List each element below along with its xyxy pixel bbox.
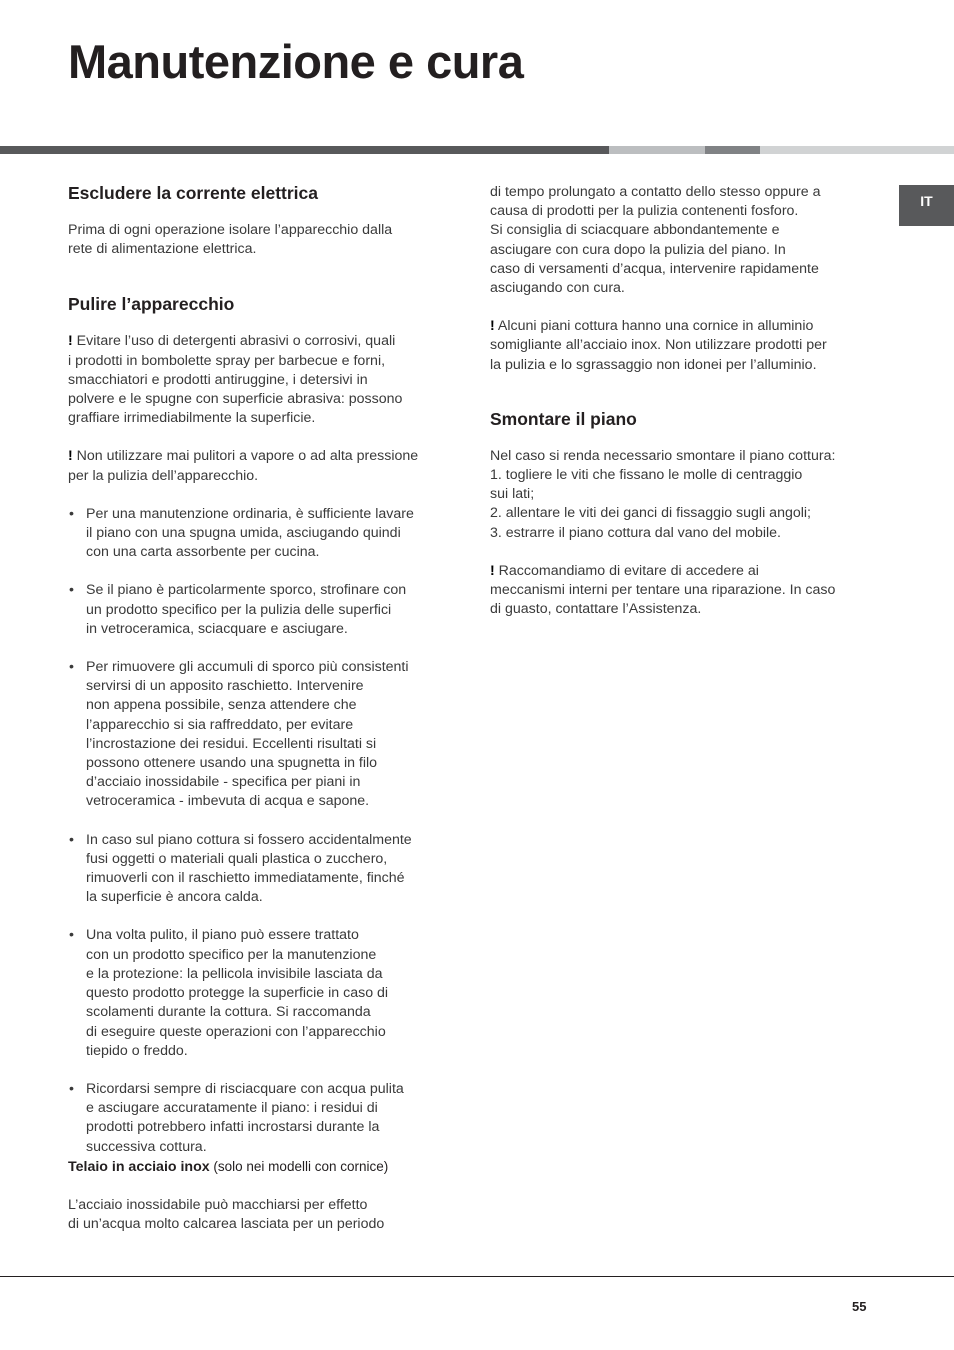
warning-mark: !: [490, 562, 495, 579]
list-item: • In caso sul piano cottura si fossero accidentalmente fusi oggetti o materiali quali plastica o zucchero, rimuoverli con il raschietto immediatamente, finché la superficie è ancora calda.: [68, 831, 453, 908]
left-column: [68, 182, 453, 1234]
disassembly-steps: Nel caso si renda necessario smontare il piano cottura: 1. togliere le viti che fissano le molle di centraggio sui lati; 2. allentare le viti dei ganci di fissaggio sugli angoli; 3. estrarre il piano cottura dal vano del mobile.: [490, 447, 836, 541]
list-item: • Una volta pulito, il piano può essere trattato con un prodotto specifico per la manutenzione e la protezione: la pellicola invisibile lasciata da questo prodotto protegge la superficie in caso di scolamenti durante la cottura. Si raccomanda di eseguire queste operazioni con l’apparecchio tiepido o freddo.: [68, 926, 453, 1060]
header-rule-mid: [705, 146, 760, 154]
steel-frame-heading: [68, 1157, 453, 1177]
assistance-warning: [490, 562, 880, 620]
header-rule-dark: [0, 146, 609, 154]
power-paragraph: Prima di ogni operazione isolare l’apparecchio dalla rete di alimentazione elettrica.: [68, 222, 393, 258]
header-rule-light: [609, 146, 705, 154]
list-item: • Per rimuovere gli accumuli di sporco più consistenti servirsi di un apposito raschietto. Intervenire non appena possibile, senza attendere che l’apparecchio si sia raffreddato, per evitare l’incrostazione dei residui. Eccellenti risultati si possono ottenere usando una spugnetta in filo d’acciaio inossidabile - specifica per piani in vetroceramica - imbevuta di acqua e sapone.: [68, 658, 453, 812]
aluminium-warning-text: Alcuni piani cottura hanno una cornice in alluminio somigliante all’acciaio inox. Non utilizzare prodotti per la pulizia e lo sgrassaggio non idonei per l’alluminio.: [490, 318, 827, 373]
steel-paragraph: L’acciaio inossidabile può macchiarsi per effetto di un’acqua molto calcarea lasciata per un periodo: [68, 1196, 385, 1233]
header-rule-pale: [760, 146, 954, 154]
section-heading-disassembly: Smontare il piano: [490, 408, 637, 429]
steel-paragraph-continued: di tempo prolungato a contatto dello stesso oppure a causa di prodotti per la pulizia contenenti fosforo. Si consiglia di sciacquare abbondantemente e asciugare con cura dopo la pulizia del piano. In caso di versamenti d’acqua, intervenire rapidamente asciugando con cura.: [490, 184, 821, 297]
language-tab: IT: [899, 185, 954, 226]
aluminium-warning: [490, 317, 880, 375]
cleaning-tips-list: [68, 505, 453, 1157]
section-heading-power: Escludere la corrente elettrica: [68, 183, 318, 203]
list-item: • Se il piano è particolarmente sporco, strofinare con un prodotto specifico per la pulizia delle superfici in vetroceramica, sciacquare e asciugare.: [68, 581, 453, 639]
steel-frame-title: Telaio in acciaio inox: [68, 1158, 210, 1175]
assistance-warning-text: Raccomandiamo di evitare di accedere ai meccanismi interni per tentare una riparazione. In caso di guasto, contattare l’Assistenza.: [490, 562, 836, 618]
section-heading-cleaning: Pulire l’apparecchio: [68, 294, 235, 315]
list-item: • Per una manutenzione ordinaria, è sufficiente lavare il piano con una spugna umida, asciugando quindi con una carta assorbente per cucina.: [68, 505, 453, 563]
warning-mark: !: [490, 318, 495, 335]
page-title: Manutenzione e cura: [68, 35, 524, 88]
steel-frame-note: (solo nei modelli con cornice): [209, 1158, 389, 1174]
warning-mark: !: [68, 333, 73, 350]
right-column: [490, 183, 880, 619]
page-number: 55: [852, 1299, 867, 1314]
steam-warning-text: Non utilizzare mai pulitori a vapore o ad alta pressione per la pulizia dell’apparecchio.: [68, 448, 419, 484]
steam-warning: [68, 447, 453, 485]
abrasive-warning: [68, 332, 453, 428]
warning-mark: !: [68, 448, 73, 465]
abrasive-warning-text: Evitare l’uso di detergenti abrasivi o corrosivi, quali i prodotti in bombolette spray per barbecue e forni, smacchiatori e prodotti antiruggine, i detersivi in polvere e le spugne con superficie abrasiva: possono graffiare irrimediabilmente la superficie.: [68, 333, 403, 427]
footer-rule: [0, 1276, 954, 1277]
list-item: • Ricordarsi sempre di risciacquare con acqua pulita e asciugare accuratamente il piano: i residui di prodotti potrebbero infatti incrostarsi durante la successiva cottura.: [68, 1080, 453, 1157]
